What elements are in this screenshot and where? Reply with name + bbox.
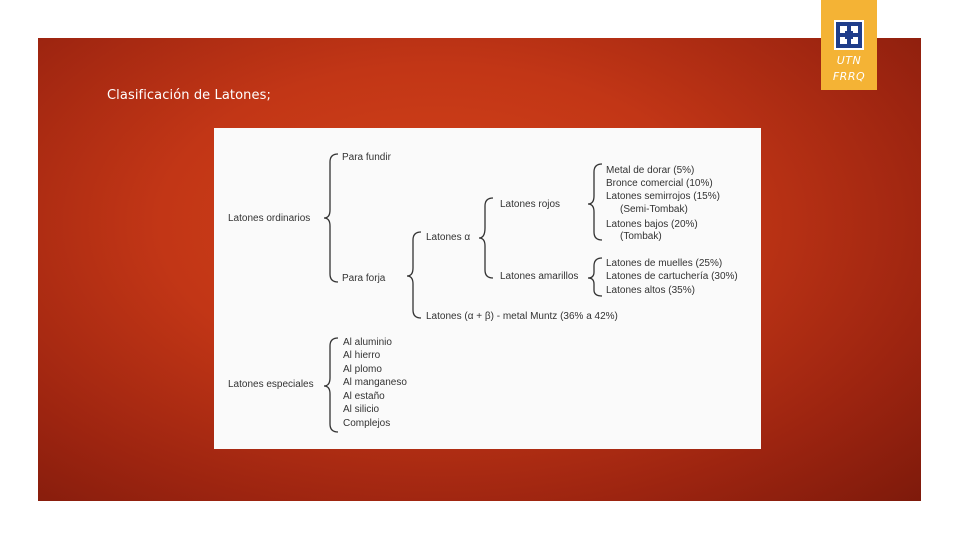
classification-diagram [214, 128, 761, 449]
list-item: Complejos [343, 418, 391, 429]
label-latones-rojos: Latones rojos [500, 199, 561, 210]
label-latones-ordinarios: Latones ordinarios [228, 213, 311, 224]
list-item: Latones semirrojos (15%) [606, 191, 720, 202]
slide-title: Clasificación de Latones; [107, 88, 271, 103]
list-item: Latones de cartuchería (30%) [606, 271, 738, 282]
list-item: Al estaño [343, 391, 385, 402]
brace-latones-alfa-beta [407, 232, 421, 318]
brace-amarillos-items [588, 258, 602, 296]
list-item: Latones de muelles (25%) [606, 258, 723, 269]
label-latones-especiales: Latones especiales [228, 379, 314, 390]
list-item: Latones bajos (20%) [606, 219, 698, 230]
label-para-forja: Para forja [342, 273, 386, 284]
logo-text-utn: UTN [836, 54, 862, 67]
list-item: Al hierro [343, 350, 381, 361]
list-item: (Semi-Tombak) [620, 204, 688, 215]
label-para-fundir: Para fundir [342, 152, 391, 163]
utn-emblem-icon [834, 20, 864, 50]
label-latones-amarillos: Latones amarillos [500, 271, 579, 282]
logo-text-frrq: FRRQ [832, 70, 866, 83]
utn-logo [821, 0, 877, 90]
brace-especiales [324, 338, 338, 432]
list-item: Al silicio [343, 404, 380, 415]
brace-rojos-items [588, 164, 602, 240]
list-item: Metal de dorar (5%) [606, 165, 695, 176]
list-item: (Tombak) [620, 231, 662, 242]
brace-rojos-amarillos [479, 198, 493, 278]
label-latones-alfa: Latones α [426, 232, 471, 243]
list-item: Al plomo [343, 364, 382, 375]
list-item: Al manganeso [343, 377, 407, 388]
label-latones-alfa-beta: Latones (α + β) - metal Muntz (36% a 42%) [426, 311, 618, 322]
list-item: Bronce comercial (10%) [606, 178, 713, 189]
brace-ordinarios [324, 154, 338, 282]
list-item: Al aluminio [343, 337, 392, 348]
list-item: Latones altos (35%) [606, 285, 695, 296]
